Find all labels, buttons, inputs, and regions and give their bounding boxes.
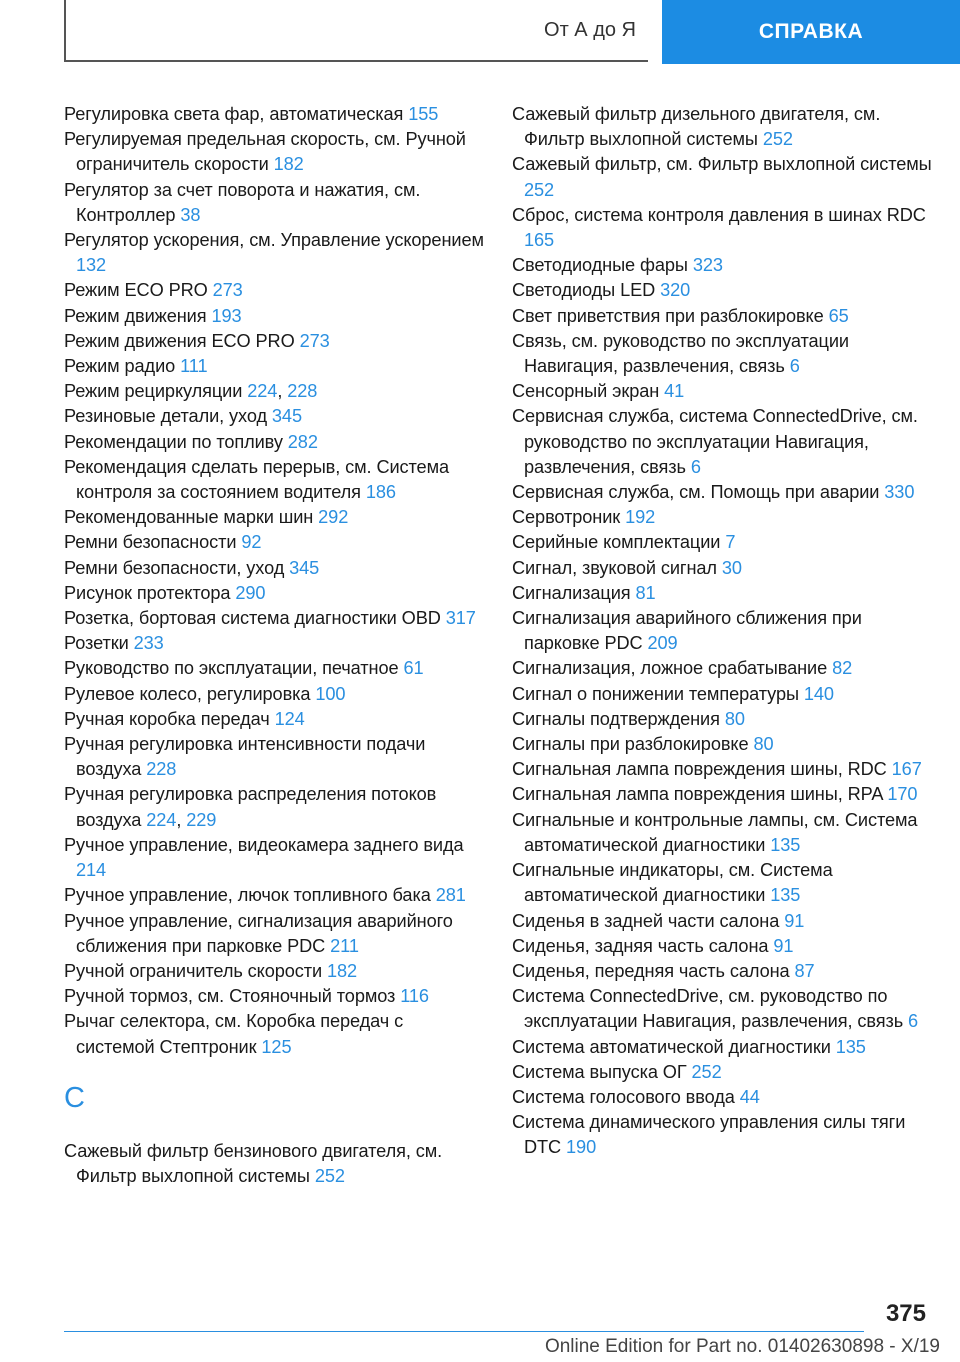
index-entry (512, 1060, 932, 1085)
index-entry-text: Сигнальные индикаторы, см. Система автоматической диагностики (512, 860, 833, 906)
index-entry-text: Сервисная служба, система ConnectedDrive, см. руководство по эксплуатации Навигация, развлечения, связь (512, 406, 918, 477)
index-entry-text: Сервисная служба, см. Помощь при аварии (512, 482, 885, 503)
page-link[interactable]: 6 (789, 356, 800, 377)
index-entry-text: Ручная регулировка распределения потоков воздуха (64, 784, 437, 830)
index-entry-text: Система ConnectedDrive, см. руководство по эксплуатации Навигация, развлечения, связь (512, 986, 909, 1032)
page-link[interactable]: 30 (721, 557, 742, 578)
page-link[interactable]: 252 (762, 129, 793, 150)
index-list-left (64, 102, 484, 1060)
page-link[interactable]: 38 (180, 204, 201, 225)
page-link[interactable]: 229 (186, 809, 217, 830)
section-letter: С (64, 1081, 85, 1114)
index-entry (512, 329, 932, 379)
index-entry-text: Сигналы подтверждения (512, 708, 725, 729)
page-link[interactable]: 224 (247, 381, 278, 402)
index-entry-text: Свет приветствия при разблокировке (512, 305, 829, 326)
index-entry (64, 959, 484, 984)
page-link[interactable]: 345 (289, 557, 320, 578)
index-entry-text: Рычаг селектора, см. Коробка передач с системой Стептроник (64, 1011, 404, 1057)
index-list-right (512, 102, 932, 1161)
page-link[interactable]: 282 (287, 431, 318, 452)
page-link[interactable]: 281 (435, 885, 466, 906)
index-entry-text: Связь, см. руководство по эксплуатации Навигация, развлечения, связь (512, 330, 849, 377)
index-entry-text: Сенсорный экран (512, 381, 665, 402)
page-link[interactable]: 165 (524, 230, 555, 251)
page-link[interactable]: 6 (690, 456, 701, 477)
index-entry-text: Система динамического управления силы тяги DTC (512, 1112, 906, 1158)
page-link[interactable]: 190 (566, 1137, 597, 1158)
index-entry-text: Рекомендованные марки шин (64, 507, 319, 528)
page-link[interactable]: 61 (403, 658, 424, 679)
page-link[interactable]: 81 (635, 582, 656, 603)
index-entry-text: Режим движения (64, 305, 212, 326)
index-entry-text: Сброс, система контроля давления в шинах RDC (512, 204, 926, 225)
index-entry-text: Сигнализация (512, 582, 636, 603)
index-entry-text: Сажевый фильтр, см. Фильтр выхлопной системы (512, 154, 932, 175)
header-tabs (64, 0, 960, 64)
index-entry (64, 606, 484, 631)
page-link[interactable]: 91 (773, 935, 794, 956)
index-entry (64, 732, 484, 782)
index-entry (512, 984, 932, 1034)
index-entry (64, 530, 484, 555)
page-link[interactable]: 186 (365, 482, 396, 503)
index-entry (512, 808, 932, 858)
page-link[interactable]: 317 (445, 608, 476, 629)
index-list-left-after (64, 1139, 484, 1189)
index-entry-text: Серийные комплектации (512, 532, 726, 553)
index-entry-text: Рисунок протектора (64, 582, 236, 603)
page-link[interactable]: 80 (753, 734, 774, 755)
page-link[interactable]: 323 (692, 255, 723, 276)
page-link[interactable]: 6 (908, 1011, 919, 1032)
index-column-left (64, 102, 484, 1189)
index-entry-text: Регулятор за счет поворота и нажатия, см. Контроллер (64, 179, 421, 225)
index-entry (512, 203, 932, 253)
index-entry (64, 329, 484, 354)
footer-divider (64, 1331, 864, 1332)
index-entry-text: Режим движения ECO PRO (64, 330, 300, 351)
page-link[interactable]: 124 (274, 708, 305, 729)
index-entry-text: Ручное управление, видеокамера заднего вида (64, 834, 464, 855)
index-entry-text: Сажевый фильтр дизельного двигателя, см. Фильтр выхлопной системы (512, 104, 881, 150)
index-entry-text: Рулевое колесо, регулировка (64, 683, 316, 704)
index-entry (64, 833, 484, 883)
page-link[interactable]: 87 (794, 960, 815, 981)
section-tab[interactable]: От А до Я (64, 0, 648, 62)
index-entry-text: Сигнализация аварийного сближения при парковке PDC (512, 608, 862, 654)
index-entry (512, 707, 932, 732)
page-link[interactable]: 214 (76, 860, 107, 881)
page-link[interactable]: 182 (327, 960, 358, 981)
page-link[interactable]: 252 (314, 1165, 345, 1186)
index-entry (64, 909, 484, 959)
index-entry (512, 480, 932, 505)
index-entry (512, 656, 932, 681)
index-entry-text: Регулятор ускорения, см. Управление ускорением (64, 230, 484, 251)
index-entry (512, 934, 932, 959)
index-entry (64, 354, 484, 379)
index-entry-text: Система голосового ввода (512, 1086, 740, 1107)
index-entry-text: Сервотроник (512, 507, 626, 528)
index-entry (512, 682, 932, 707)
page-link[interactable]: 91 (784, 910, 805, 931)
index-entry (64, 304, 484, 329)
page-link[interactable]: 132 (76, 255, 107, 276)
index-entry (512, 1035, 932, 1060)
index-entry (64, 581, 484, 606)
page-link[interactable]: 111 (180, 356, 208, 377)
page-link[interactable]: 273 (299, 330, 330, 351)
index-entry-text: Сигнальная лампа повреждения шины, RDC (512, 759, 892, 780)
page-link[interactable]: 320 (660, 280, 691, 301)
index-entry (64, 228, 484, 278)
index-entry (512, 530, 932, 555)
index-entry-text: Система автоматической диагностики (512, 1036, 836, 1057)
index-entry (512, 304, 932, 329)
page-number: 375 (885, 1300, 926, 1327)
index-entry (64, 682, 484, 707)
index-entry-text: Ручная коробка передач (64, 708, 275, 729)
index-entry-text: Сажевый фильтр бензинового двигателя, см. Фильтр выхлопной системы (64, 1140, 443, 1186)
page-link[interactable]: 65 (828, 305, 849, 326)
index-entry (64, 455, 484, 505)
index-entry (64, 430, 484, 455)
index-entry (512, 959, 932, 984)
index-entry (512, 253, 932, 278)
index-entry (64, 102, 484, 127)
page-link[interactable]: 7 (725, 532, 736, 553)
page-link[interactable]: 135 (835, 1036, 866, 1057)
index-entry-text: Режим рециркуляции (64, 381, 248, 402)
index-entry (64, 883, 484, 908)
page-link[interactable]: 292 (318, 507, 349, 528)
index-entry-text: Сигнальные и контрольные лампы, см. Система автоматической диагностики (512, 809, 918, 855)
page-link[interactable]: 41 (664, 381, 685, 402)
index-entry-text: Розетки (64, 633, 134, 654)
page-link[interactable]: 140 (803, 683, 834, 704)
index-entry-text: Ручной ограничитель скорости (64, 960, 328, 981)
index-entry-text: Система выпуска ОГ (512, 1061, 692, 1082)
index-entry-text: Рекомендации по топливу (64, 431, 288, 452)
index-entry (64, 707, 484, 732)
page-link[interactable]: 252 (524, 179, 555, 200)
page-link[interactable]: 228 (287, 381, 318, 402)
index-entry-text: Регулировка света фар, автоматическая (64, 104, 409, 124)
index-entry (512, 1110, 932, 1160)
index-entry-text: Рекомендация сделать перерыв, см. Система контроля за состоянием водителя (64, 456, 449, 503)
index-entry (64, 1139, 484, 1189)
page-link[interactable]: 82 (832, 658, 853, 679)
index-entry-text: Ручное управление, сигнализация аварийного сближения при парковке PDC (64, 910, 453, 956)
page-link[interactable]: 345 (271, 406, 302, 427)
index-entry (512, 278, 932, 303)
index-entry (512, 1085, 932, 1110)
index-entry (512, 379, 932, 404)
page-link[interactable]: 233 (133, 633, 164, 654)
index-entry-text: Сигнальная лампа повреждения шины, RPA (512, 784, 888, 805)
page-link[interactable]: 193 (211, 305, 242, 326)
index-entry-text: Ремни безопасности, уход (64, 557, 290, 578)
index-entry (64, 656, 484, 681)
index-entry (512, 404, 932, 480)
index-entry (512, 909, 932, 934)
index-entry-text: Регулируемая предельная скорость, см. Ручной ограничитель скорости (64, 129, 466, 175)
page-link[interactable]: 116 (400, 986, 429, 1007)
page-link[interactable]: 135 (770, 885, 801, 906)
index-entry: Ручная регулировка распределения потоков воздуха 224, 229 (64, 784, 437, 830)
index-entry-text: Ручная регулировка интенсивности подачи воздуха (64, 734, 426, 780)
index-entry-text: Сигнализация, ложное срабатывание (512, 658, 833, 679)
index-entry (64, 631, 484, 656)
index-entry (512, 152, 932, 202)
index-entry (64, 505, 484, 530)
index-entry (512, 102, 932, 152)
index-entry (64, 278, 484, 303)
page-link[interactable]: 211 (330, 935, 359, 956)
footer-edition: Online Edition for Part no. 01402630898 - X/19 (544, 1336, 940, 1357)
index-entry (512, 556, 932, 581)
index-entry-text: Сигнал о понижении температуры (512, 683, 804, 704)
page-link[interactable]: 92 (241, 532, 262, 553)
index-entry-text: Резиновые детали, уход (64, 406, 272, 427)
index-entry (512, 757, 932, 782)
page-link[interactable]: 224 (146, 809, 177, 830)
index-entry-text: Розетка, бортовая система диагностики OBD (64, 608, 446, 629)
index-entry-text: Ремни безопасности (64, 532, 242, 553)
page-link[interactable]: 252 (691, 1061, 722, 1082)
index-entry-text: Режим радио (64, 356, 181, 377)
active-tab[interactable]: СПРАВКА (662, 0, 960, 64)
index-entry (512, 606, 932, 656)
page-link[interactable]: 228 (146, 759, 177, 780)
index-entry-text: Сигналы при разблокировке (512, 734, 754, 755)
index-entry (64, 404, 484, 429)
page-link[interactable]: 100 (315, 683, 346, 704)
index-entry (64, 556, 484, 581)
page-link[interactable]: 290 (235, 582, 266, 603)
index-entry (64, 984, 484, 1009)
index-entry-text: Сиденья, передняя часть салона (512, 960, 795, 981)
index-entry: Режим рециркуляции 224, 228 (64, 381, 318, 402)
page-link[interactable]: 80 (724, 708, 745, 729)
page-link[interactable]: 125 (261, 1036, 292, 1057)
page-link[interactable]: 330 (884, 482, 915, 503)
index-entry-text: Светодиодные фары (512, 255, 693, 276)
page-link[interactable]: 170 (887, 784, 918, 805)
index-entry-text: Сигнал, звуковой сигнал (512, 557, 722, 578)
page-link[interactable]: 44 (739, 1086, 760, 1107)
page-link[interactable]: 273 (212, 280, 243, 301)
index-entry-text: Режим ECO PRO (64, 280, 213, 301)
index-entry-text: Руководство по эксплуатации, печатное (64, 658, 404, 679)
index-entry-text: Сиденья, задняя часть салона (512, 935, 774, 956)
index-column-right (512, 102, 932, 1161)
index-entry (512, 732, 932, 757)
page-link[interactable]: 155 (408, 104, 439, 124)
index-entry (512, 858, 932, 908)
index-entry (512, 782, 932, 807)
page-link[interactable]: 209 (647, 633, 678, 654)
index-entry-text: Ручное управление, лючок топливного бака (64, 885, 436, 906)
index-entry-text: Светодиоды LED (512, 280, 661, 301)
index-entry (512, 581, 932, 606)
page-link[interactable]: 135 (770, 834, 801, 855)
index-entry (512, 505, 932, 530)
index-entry-text: Сиденья в задней части салона (512, 910, 785, 931)
index-entry-text: Ручной тормоз, см. Стояночный тормоз (64, 986, 401, 1007)
index-entry (64, 1009, 484, 1059)
index-entry (64, 127, 484, 177)
index-entry (64, 178, 484, 228)
page-link[interactable]: 167 (891, 759, 922, 780)
page-link[interactable]: 192 (625, 507, 656, 528)
page-link[interactable]: 182 (273, 154, 304, 175)
